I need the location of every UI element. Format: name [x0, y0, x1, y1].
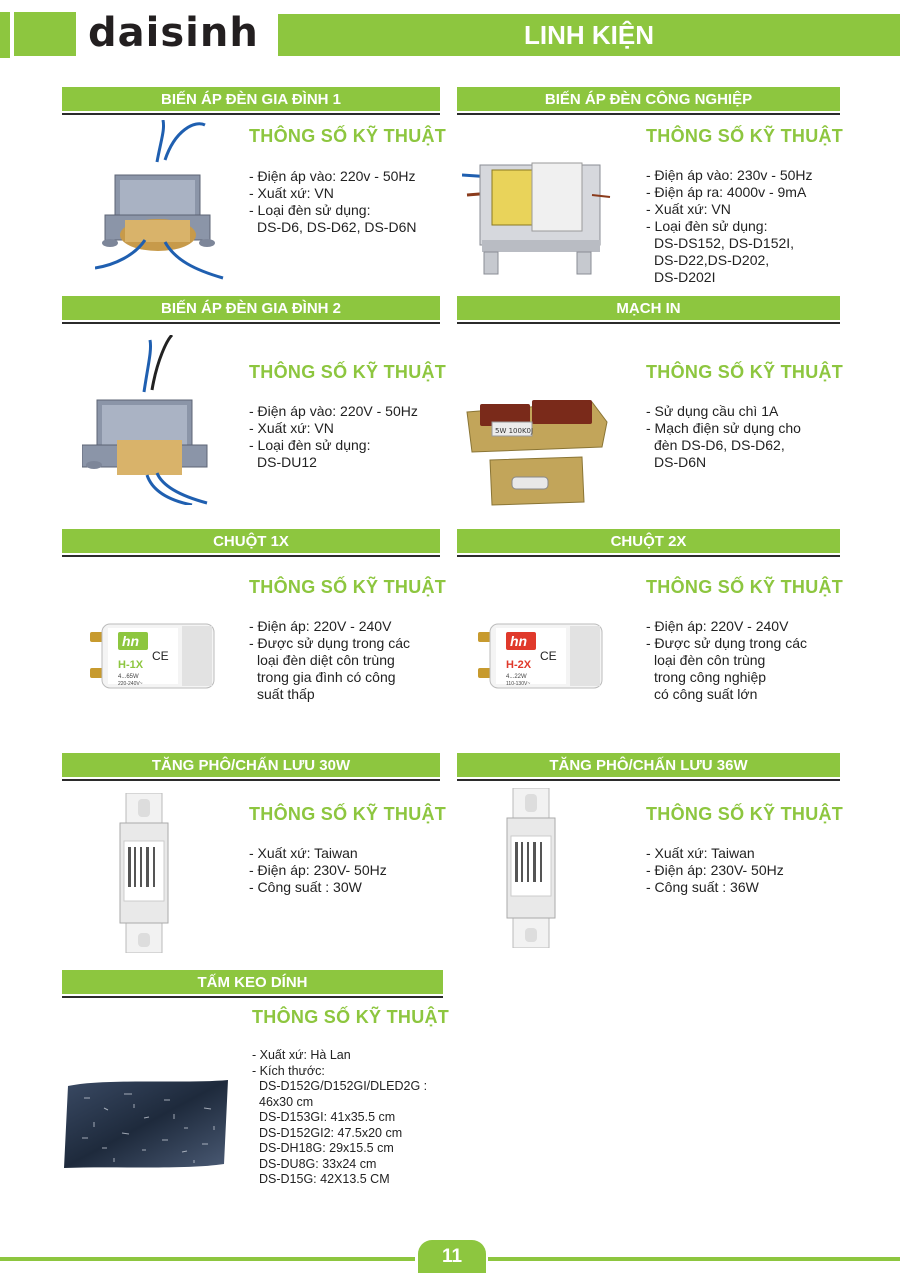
spec-heading: THÔNG SỐ KỸ THUẬT [252, 1007, 450, 1027]
spec-list [646, 845, 784, 896]
page-number: 11 [418, 1240, 486, 1273]
section-title-bar [62, 296, 440, 320]
section-title: BIẾN ÁP ĐÈN GIA ĐÌNH 1 [160, 91, 342, 108]
spec-line: DS-D152G/D152GI/DLED2G : [259, 1079, 428, 1093]
spec-line: - Xuất xứ: VN [249, 420, 334, 436]
spec-line: DS-D153GI: 41x35.5 cm [259, 1110, 396, 1124]
spec-list [249, 845, 387, 896]
section-title: BIẾN ÁP ĐÈN CÔNG NGHIỆP [544, 91, 753, 108]
starter-model: H-1X [118, 659, 144, 671]
spec-list [646, 403, 801, 471]
spec-line: suất thấp [257, 686, 315, 702]
spec-line: - Được sử dụng trong các [646, 635, 807, 651]
section-title-bar [62, 87, 440, 111]
ballast-36w-image [505, 788, 557, 948]
ballast-30w-image [118, 793, 170, 953]
spec-line: - Xuất xứ: Taiwan [646, 845, 755, 861]
spec-line: - Xuất xứ: Taiwan [249, 845, 358, 861]
spec-line: đèn DS-D6, DS-D62, [654, 437, 785, 453]
ce-mark: CE [540, 649, 557, 663]
spec-line: - Công suất : 30W [249, 879, 362, 895]
spec-line: loại đèn côn trùng [654, 652, 766, 668]
spec-line: DS-D22,DS-D202, [654, 252, 770, 268]
brand-logo: daisinh [88, 10, 259, 56]
page-title: LINH KIỆN [524, 20, 654, 50]
section-title: TẤM KEO DÍNH [197, 974, 308, 991]
spec-heading: THÔNG SỐ KỸ THUẬT [249, 577, 447, 597]
spec-line: DS-DU12 [257, 454, 317, 470]
section-title-bar [457, 296, 840, 320]
spec-line: - Điện áp: 220V - 240V [249, 618, 392, 634]
spec-line: trong công nghiệp [654, 669, 767, 685]
spec-line: DS-D6, DS-D62, DS-D6N [257, 219, 417, 235]
footer-rule-left [0, 1257, 415, 1261]
starter-brand: hn [122, 633, 140, 649]
spec-line: - Sử dụng cầu chì 1A [646, 403, 779, 419]
section-title-bar [457, 87, 840, 111]
section-title: MẠCH IN [616, 300, 681, 317]
spec-line: 46x30 cm [259, 1094, 314, 1109]
starter-1x-image [88, 620, 228, 692]
spec-heading: THÔNG SỐ KỸ THUẬT [646, 577, 844, 597]
spec-line: - Kích thước: [252, 1063, 325, 1078]
section-title: BIẾN ÁP ĐÈN GIA ĐÌNH 2 [160, 300, 342, 317]
spec-line: - Điện áp ra: 4000v - 9mA [646, 184, 807, 200]
section-title: CHUỘT 2X [610, 533, 687, 550]
spec-line: loại đèn diệt côn trùng [257, 652, 395, 668]
spec-line: - Điện áp vào: 230v - 50Hz [646, 167, 813, 183]
spec-line: - Xuất xứ: VN [646, 201, 731, 217]
spec-line: - Loại đèn sử dụng: [646, 218, 768, 234]
spec-line: - Được sử dụng trong các [249, 635, 410, 651]
spec-line: DS-D15G: 42X13.5 CM [259, 1172, 390, 1186]
header-accent-block [14, 12, 76, 56]
spec-list [249, 168, 416, 236]
spec-line: DS-DH18G: 29x15.5 cm [259, 1141, 394, 1155]
spec-line: - Loại đèn sử dụng: [249, 202, 371, 218]
spec-list [646, 618, 807, 703]
section-title-bar [62, 970, 443, 994]
spec-list [249, 403, 418, 471]
starter-voltage: 110-130V~ [506, 681, 531, 687]
section-title: CHUỘT 1X [213, 533, 289, 550]
glue-board-image [64, 1078, 232, 1170]
spec-line: - Mạch điện sử dụng cho [646, 420, 801, 436]
spec-line: - Điện áp: 220V - 240V [646, 618, 789, 634]
starter-range: 4...22W [506, 674, 527, 680]
spec-heading: THÔNG SỐ KỸ THUẬT [646, 804, 844, 824]
footer-rule-right [488, 1257, 900, 1261]
starter-brand: hn [510, 633, 528, 649]
spec-heading: THÔNG SỐ KỸ THUẬT [249, 126, 447, 146]
section-title-bar [457, 753, 840, 777]
section-title-bar [62, 529, 440, 553]
spec-list [252, 1048, 427, 1188]
spec-list [646, 167, 813, 286]
spec-line: - Điện áp: 230V- 50Hz [249, 862, 387, 878]
industrial-transformer-image [462, 155, 612, 280]
spec-line: - Loại đèn sử dụng: [249, 437, 371, 453]
spec-list [249, 618, 410, 703]
spec-line: - Xuất xứ: VN [249, 185, 334, 201]
starter-2x-image [476, 620, 616, 692]
spec-line: - Điện áp: 230V- 50Hz [646, 862, 784, 878]
ce-mark: CE [152, 649, 169, 663]
section-title-bar [457, 529, 840, 553]
spec-line: DS-D202I [654, 269, 716, 285]
spec-line: DS-DU8G: 33x24 cm [259, 1156, 377, 1171]
spec-line: trong gia đình có công [257, 669, 396, 685]
starter-range: 4...65W [118, 674, 139, 680]
spec-heading: THÔNG SỐ KỸ THUẬT [646, 362, 844, 382]
spec-line: - Công suất : 36W [646, 879, 759, 895]
spec-heading: THÔNG SỐ KỸ THUẬT [249, 362, 447, 382]
starter-model: H-2X [506, 659, 532, 671]
transformer-image [95, 120, 225, 280]
section-title: TĂNG PHÔ/CHẤN LƯU 30W [151, 757, 351, 774]
starter-voltage: 220-240V~ [118, 681, 143, 687]
spec-line: DS-D6N [654, 454, 707, 470]
section-title: TĂNG PHÔ/CHẤN LƯU 36W [549, 757, 748, 774]
spec-line: DS-DS152, DS-D152I, [654, 235, 795, 251]
spec-heading: THÔNG SỐ KỸ THUẬT [646, 126, 844, 146]
header-accent-strip [0, 12, 10, 58]
transformer-image [82, 335, 212, 505]
spec-line: có công suất lớn [654, 686, 758, 702]
spec-heading: THÔNG SỐ KỸ THUẬT [249, 804, 447, 824]
spec-line: - Điện áp vào: 220v - 50Hz [249, 168, 416, 184]
spec-line: - Xuất xứ: Hà Lan [252, 1048, 351, 1062]
section-title-bar [62, 753, 440, 777]
spec-line: DS-D152GI2: 47.5x20 cm [259, 1125, 403, 1140]
spec-line: - Điện áp vào: 220V - 50Hz [249, 403, 418, 419]
circuit-board-image [462, 392, 612, 512]
board-marking: 5W 100K0J [495, 427, 534, 435]
